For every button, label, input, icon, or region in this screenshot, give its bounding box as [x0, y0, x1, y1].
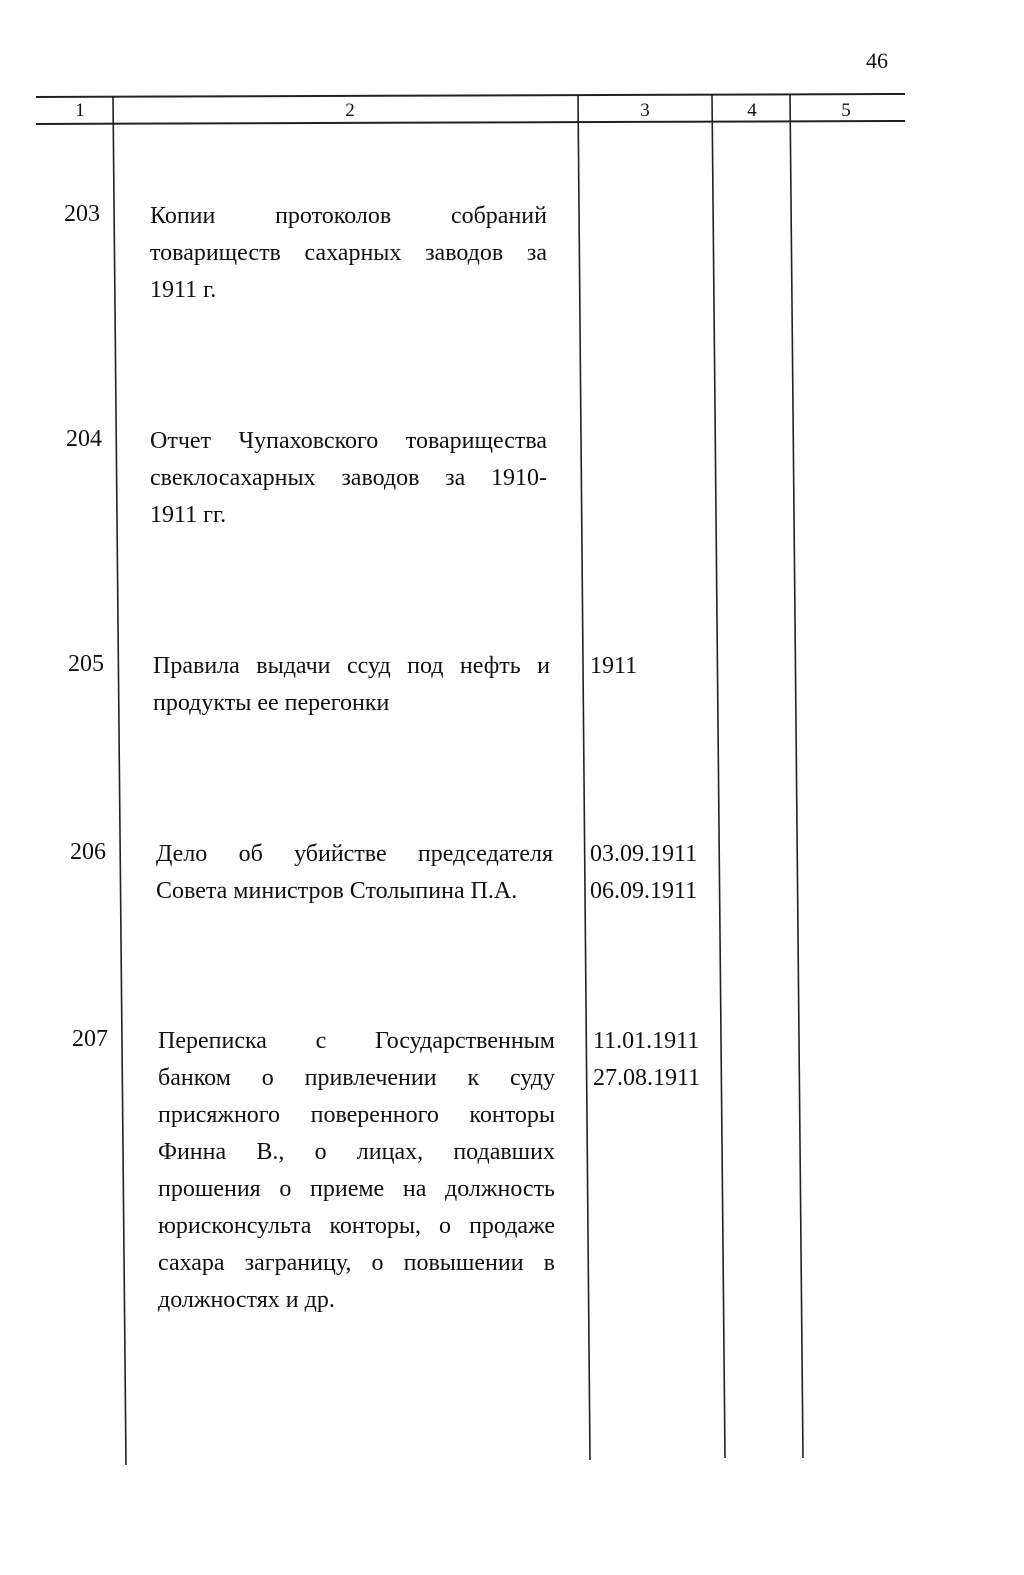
description-line: 1911 г.: [150, 277, 217, 303]
column-header-5: 5: [841, 100, 851, 121]
column-header-1: 1: [75, 100, 85, 121]
date: 06.09.1911: [590, 878, 698, 904]
row-description: [150, 423, 547, 534]
description-line: сахара заграницу, о повышении в: [158, 1250, 555, 1276]
date: 11.01.1911: [593, 1028, 700, 1054]
row-number: 203: [64, 201, 100, 227]
row-description: [153, 648, 550, 722]
description-line: банком о привлечении к суду: [158, 1065, 555, 1091]
row-dates: [593, 1023, 700, 1097]
description-line: Правила выдачи ссуд под нефть и: [153, 653, 550, 679]
row-number: 207: [72, 1026, 108, 1052]
date: 03.09.1911: [590, 841, 698, 867]
description-line: должностях и др.: [158, 1287, 335, 1313]
row-dates: [590, 836, 697, 910]
description-line: прошения о приеме на должность: [158, 1176, 555, 1202]
description-line: 1911 гг.: [150, 502, 227, 528]
row-dates: [590, 648, 637, 685]
date: 1911: [590, 653, 638, 679]
row-number: 206: [70, 839, 106, 865]
row-description: [158, 1023, 555, 1319]
column-header-4: 4: [747, 100, 757, 121]
description-line: Отчет Чупаховского товарищества: [150, 428, 547, 454]
row-description: [156, 836, 553, 910]
description-line: товариществ сахарных заводов за: [150, 240, 547, 266]
description-line: Финна В., о лицах, подавших: [158, 1139, 555, 1165]
row-number: 204: [66, 426, 102, 452]
description-line: юрисконсульта конторы, о продаже: [158, 1213, 555, 1239]
row-description: [150, 198, 547, 309]
description-line: Переписка с Государственным: [158, 1028, 555, 1054]
date: 27.08.1911: [593, 1065, 701, 1091]
description-line: Совета министров Столыпина П.А.: [156, 878, 518, 904]
description-line: Дело об убийстве председателя: [156, 841, 553, 867]
description-line: продукты ее перегонки: [153, 690, 390, 716]
column-header-2: 2: [345, 100, 355, 121]
row-number: 205: [68, 651, 104, 677]
column-header-3: 3: [640, 100, 650, 121]
page-number: 46: [866, 48, 888, 73]
description-line: Копии протоколов собраний: [150, 203, 547, 229]
description-line: присяжного поверенного конторы: [158, 1102, 555, 1128]
description-line: свеклосахарных заводов за 1910-: [150, 465, 547, 491]
